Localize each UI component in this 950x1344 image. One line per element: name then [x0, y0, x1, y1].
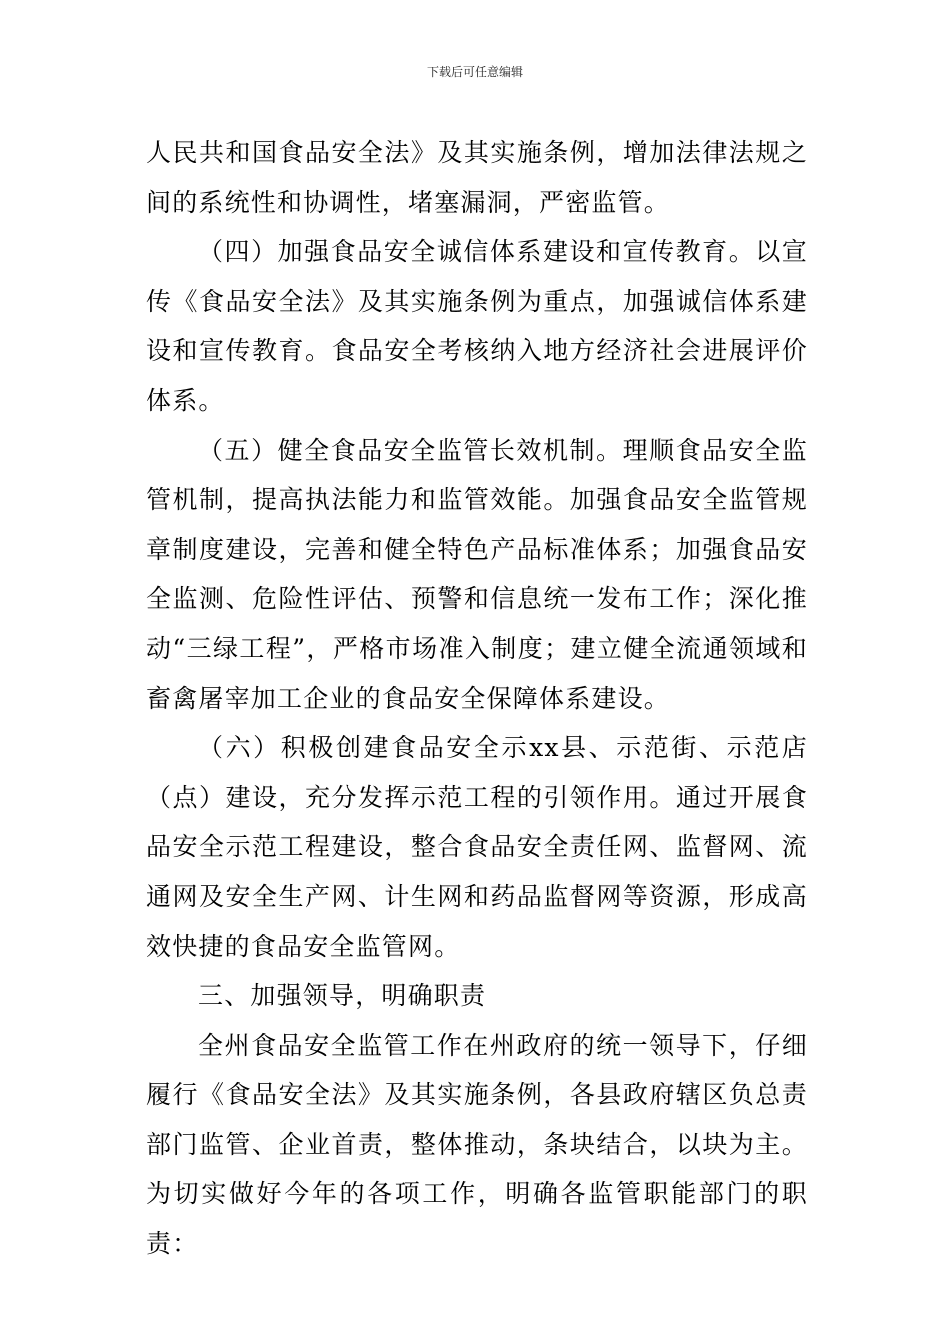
paragraph-section-six: （六）积极创建食品安全示xx县、示范街、示范店（点）建设，充分发挥示范工程的引领作用。通过开展食品安全示范工程建设，整合食品安全责任网、监督网、流通网及安全生产网、计生网和药品监督网等资源，形成高效快捷的食品安全监管网。	[146, 733, 808, 961]
paragraph-section-four: （四）加强食品安全诚信体系建设和宣传教育。以宣传《食品安全法》及其实施条例为重点，加强诚信体系建设和宣传教育。食品安全考核纳入地方经济社会进展评价体系。	[146, 237, 808, 415]
document-body	[146, 128, 808, 1269]
paragraph-leadership: 全州食品安全监管工作在州政府的统一领导下，仔细履行《食品安全法》及其实施条例，各县政府辖区负总责部门监管、企业首责，整体推动，条块结合，以块为主。为切实做好今年的各项工作，明确各监管职能部门的职责：	[146, 1030, 808, 1259]
section-heading-three: 三、加强领导，明确职责	[198, 981, 487, 1011]
page-header-note: 下载后可任意编辑	[426, 65, 523, 79]
paragraph-section-five: （五）健全食品安全监管长效机制。理顺食品安全监管机制，提高执法能力和监管效能。加强食品安全监管规章制度建设，完善和健全特色产品标准体系；加强食品安全监测、危险性评估、预警和信息统一发布工作；深化推动“三绿工程”，严格市场准入制度；建立健全流通领域和畜禽屠宰加工企业的食品安全保障体系建设。	[146, 435, 808, 713]
paragraph-continuation: 人民共和国食品安全法》及其实施条例，增加法律法规之间的系统性和协调性，堵塞漏洞，严密监管。	[146, 138, 808, 217]
